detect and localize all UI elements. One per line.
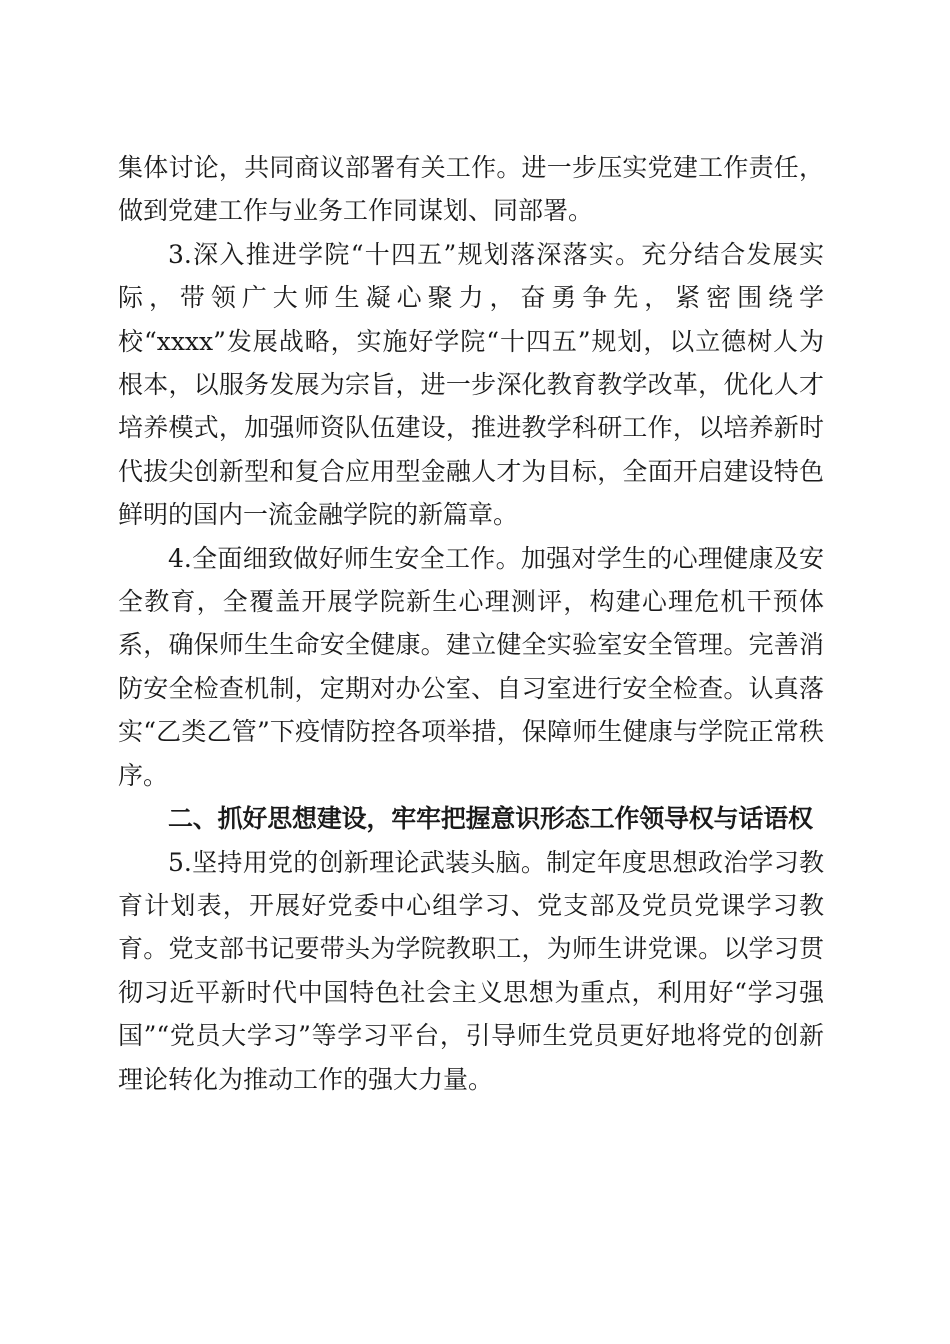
paragraph-item-5: 5.坚持用党的创新理论武装头脑。制定年度思想政治学习教育计划表，开展好党委中心组学习、党支部及党员党课学习教育。党支部书记要带头为学院教职工，为师生讲党课。以学习贯彻习近平新时代中国特色社会主义思想为重点，利用好“学习强国”“党员大学习”等学习平台，引导师生党员更好地将党的创新理论转化为推动工作的强大力量。 — [118, 847, 824, 1094]
paragraph-continuation: 集体讨论，共同商议部署有关工作。进一步压实党建工作责任，做到党建工作与业务工作同谋划、同部署。 — [118, 153, 824, 226]
section-heading-2: 二、抓好思想建设，牢牢把握意识形态工作领导权与话语权 — [168, 804, 813, 834]
paragraph-item-3: 3.深入推进学院“十四五”规划落深落实。充分结合发展实际，带领广大师生凝心聚力，奋勇争先，紧密围绕学校“xxxx”发展战略，实施好学院“十四五”规划，以立德树人为根本，以服务发展为宗旨，进一步深化教育教学改革，优化人才培养模式，加强师资队伍建设，推进教学科研工作，以培养新时代拔尖创新型和复合应用型金融人才为目标，全面开启建设特色鲜明的国内一流金融学院的新篇章。 — [118, 239, 824, 530]
paragraph-item-4: 4.全面细致做好师生安全工作。加强对学生的心理健康及安全教育，全覆盖开展学院新生心理测评，构建心理危机干预体系，确保师生生命安全健康。建立健全实验室安全管理。完善消防安全检查机制，定期对办公室、自习室进行安全检查。认真落实“乙类乙管”下疫情防控各项举措，保障师生健康与学院正常秩序。 — [118, 543, 824, 790]
document-body — [118, 146, 824, 1101]
